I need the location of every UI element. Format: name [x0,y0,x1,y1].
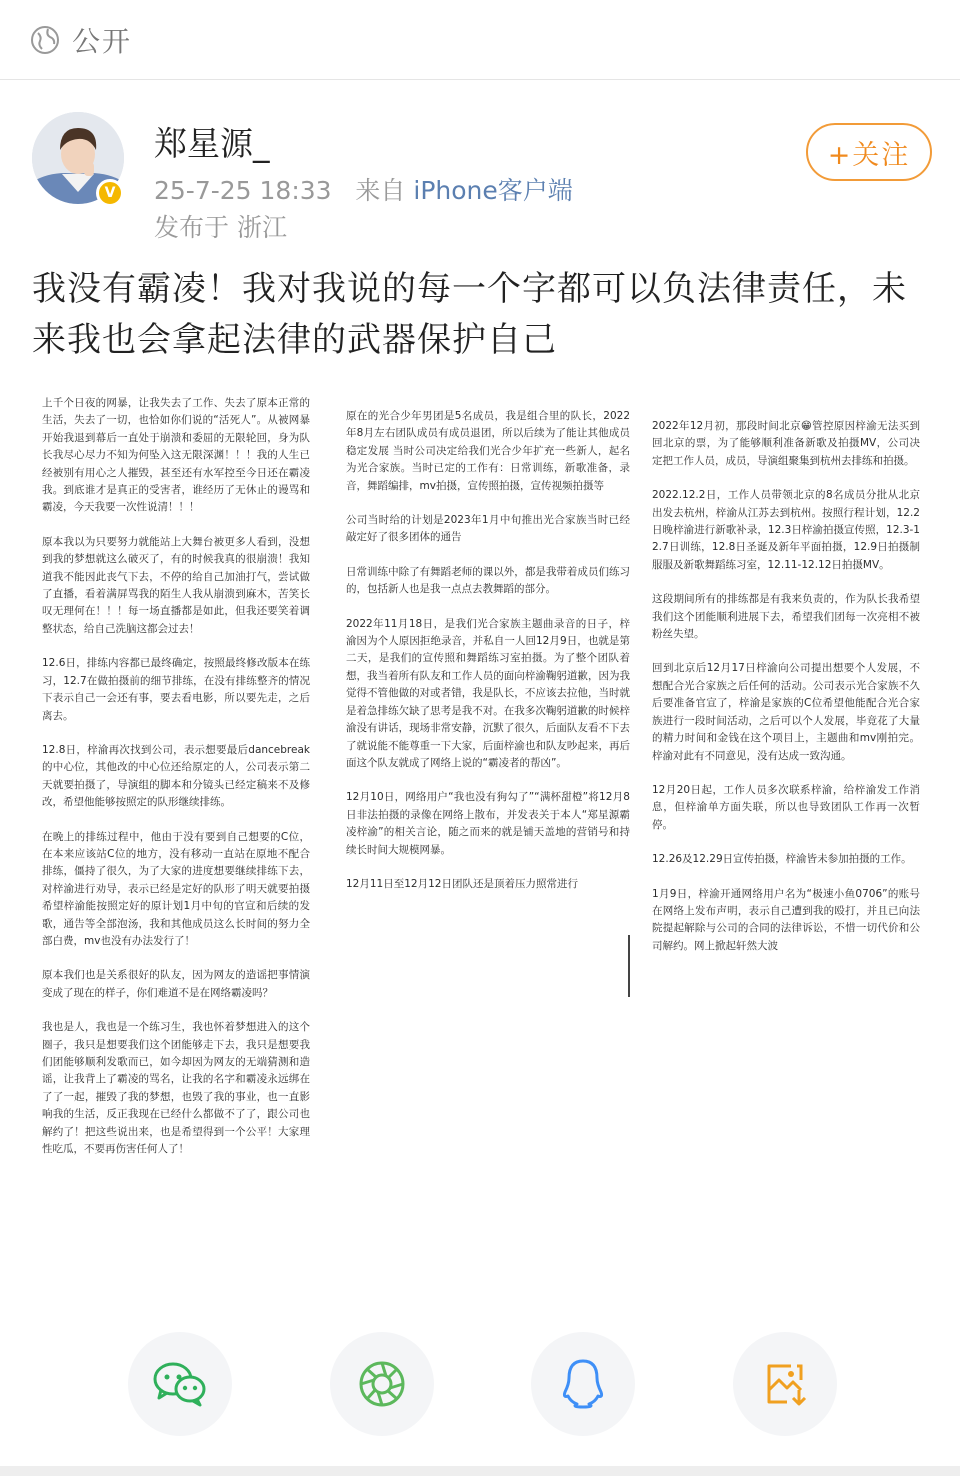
statement-paragraph: 1月9日，梓渝开通网络用户名为“极速小鱼0706”的账号在网络上发布声明，表示自己遭到我的殴打，并且已向法院提起解除与公司的合同的法律诉讼，不惜一切代价和公司解约。网上掀起轩然大波 [652,887,920,952]
post-location: 发布于 浙江 [154,213,287,242]
visibility-bar [0,0,960,80]
source-prefix: 来自 [355,176,406,205]
statement-paragraph: 公司当时给的计划是2023年1月中旬推出光合家族当时已经敲定好了很多团体的通告 [346,514,630,544]
share-qq-button[interactable] [531,1332,635,1436]
statement-paragraph: 2022年12月初，那段时间北京😁管控原因梓渝无法买到回北京的票，为了能够顺利准备新歌及拍摄MV，公司决定把工作人员，成员，导演组聚集到杭州去排练和拍摄。 [652,420,920,467]
post-text: 我没有霸凌！我对我说的每一个字都可以负法律责任，未来我也会拿起法律的武器保护自己 [32,269,907,360]
post-timestamp: 25-7-25 18:33 [154,176,332,205]
qq-icon [561,1358,605,1410]
statement-paragraph: 原在的光合少年男团是5名成员，我是组合里的队长，2022年8月左右团队成员有成员退团，所以后续为了能让其他成员稳定发展 当时公司决定给我们光合少年扩充一些新人，起名为光合家族。当时已定的工作有：日常训练，新歌准备，录音，舞蹈编排，mv拍摄，宣传照拍摄，宣传视频拍摄等 [346,410,630,492]
statement-paragraph: 12.8日，梓渝再次找到公司，表示想要最后dancebreak的中心位，其他改的中心位还给原定的人，公司表示第二天就要拍摄了，导演组的脚本和分镜头已经定稿来不及修改，希望他能够按照定的队形继续排练。 [42,743,310,809]
statement-paragraph: 回到北京后12月17日梓渝向公司提出想要个人发展，不想配合光合家族之后任何的活动。公司表示光合家族不久后要准备官宣了，梓渝是家族的C位希望他能配合光合家族进行一段时间活动，之后可以个人发展，毕竟花了大量的精力时间和金钱在这个项目上，主题曲和mv刚拍完。梓渝对此有不同意见，没有达成一致沟通。 [652,662,920,762]
share-moments-button[interactable] [330,1332,434,1436]
save-image-icon [761,1360,809,1408]
statement-paragraph: 原本我们也是关系很好的队友，因为网友的造谣把事情演变成了现在的样子，你们难道不是在网络霸凌吗？ [42,969,310,999]
globe-icon [30,25,60,55]
post-meta [154,171,573,207]
statement-paragraph: 12.26及12.29日宣传拍摄，梓渝皆未参加拍摄的工作。 [652,853,912,866]
wechat-icon [152,1359,208,1409]
statement-paragraph: 2022年11月18日，是我们光合家族主题曲录音的日子，梓渝因为个人原因拒绝录音，并私自一人回12月9日，也就是第二天，是我们的宣传照和舞蹈练习室拍摄。为了整个团队着想，我当着所有队友和工作人员的面向梓渝鞠躬道歉，因为我觉得不管他做的对或者错，我是队长，不应该去拉他，当时就是着急排练欠缺了思考是我不对。在我多次鞠躬道歉的时候梓渝没有讲话，现场非常安静，沉默了很久，后面队友看不下去了就说能不能尊重一下大家，后面梓渝也和队友吵起来，再后面这个队友就成了网络上说的“霸凌者的帮凶”。 [346,617,630,769]
statement-paragraph: 日常训练中除了有舞蹈老师的课以外，都是我带着成员们练习的，包括新人也是我一点点去教舞蹈的部分。 [346,565,630,596]
bottom-separator [0,1466,960,1476]
statement-paragraph: 12月20日起，工作人员多次联系梓渝，给梓渝发工作消息，但梓渝单方面失联，所以也导致团队工作再一次暂停。 [652,783,920,831]
statement-paragraph: 这段期间所有的排练都是有我来负责的，作为队长我希望我们这个团能顺利进展下去，希望我们团每一次亮相不被粉丝失望。 [652,593,920,641]
statement-image-3[interactable] [652,418,920,1000]
visibility-label: 公开 [72,24,133,58]
statement-paragraph: 原本我以为只要努力就能站上大舞台被更多人看到，没想到我的梦想就这么破灭了，有的时候我真的很崩溃！我知道我不能因此丧气下去，不停的给自己加油打气，尝试做了直播，看着满屏骂我的陌生人我从崩溃到麻木，苦笑长叹无理何在！！！每一场直播都是如此，但我还要笑着调整状态，给自己洗脑这都会过去！ [42,535,310,635]
statement-paragraph: 在晚上的排练过程中，他由于没有要到自己想要的C位，在本来应该站C位的地方，没有移动一直站在原地不配合排练，僵持了很久，为了大家的进度想要继续排练下去，对梓渝进行劝导，表示已经是定好的队形了明天就要拍摄希望梓渝能按照定好的原计划1月中旬的官宣和后续的发歌，通告等全部泡汤，我和其他成员这么长时间的努力全部白费，mv也没有办法发行了！ [42,830,310,947]
moments-icon [357,1359,407,1409]
client-link[interactable]: iPhone客户端 [413,176,573,205]
statement-image-2[interactable] [346,408,630,998]
save-image-button[interactable] [733,1332,837,1436]
statement-paragraph: 12月10日，网络用户“我也没有狗勾了”“满杯甜橙”将12月8日非法拍摄的录像在网络上散布，并发表关于本人“郑星源霸凌梓渝”的相关言论，随之而来的就是铺天盖地的营销号和持续长时间大规模网暴。 [346,791,630,856]
statement-image-1[interactable] [42,395,310,1310]
statement-paragraph: 上千个日夜的网暴，让我失去了工作、失去了原本正常的生活，失去了一切，也恰如你们说的“活死人”。从被网暴开始我退到幕后一直处于崩溃和委屈的无限轮回，身为队长我尽心尽力不知为何坠入这无限深渊！！！我的人生已经被别有用心之人摧毁，甚至还有水军控至今日还在霸凌我。到底谁才是真正的受害者，谁经历了无休止的谩骂和霸凌，今天我要一次性说清！！！ [42,397,310,514]
author-name[interactable]: 郑星源_ [154,124,270,163]
statement-paragraph: 12.6日，排练内容都已最终确定，按照最终修改版本在练习，12.7在做拍摄前的细节排练，在没有排练整齐的情况下表示自己一会还有事，要去看电影，所以要先走，之后离去。 [42,657,310,722]
statement-paragraph: 12月11日至12月12日团队还是顶着压力照常进行 [346,877,578,890]
follow-button[interactable]: +关注 [806,123,932,181]
image-divider [628,935,630,997]
share-wechat-button[interactable] [128,1332,232,1436]
statement-paragraph: 2022.12.2日，工作人员带领北京的8名成员分批从北京出发去杭州，梓渝从江苏去到杭州。按照行程计划，12.2日晚梓渝进行新歌补录，12.3日梓渝拍摄宣传照，12.3-12.7日训练，12.8日圣诞及新年平面拍摄，12.9日拍摄制服服及新歌舞蹈练习室，12.11-12.12日拍摄MV。 [652,489,920,571]
statement-paragraph: 我也是人，我也是一个练习生，我也怀着梦想进入的这个圈子，我只是想要我们这个团能够走下去，我只是想要我们团能够顺利发歌而已，如今却因为网友的无端猜测和造谣，让我背上了霸凌的骂名，让我的名字和霸凌永远绑在了了一起，摧毁了我的梦想，也毁了我的事业，也一直影响我的生活，反正我现在已经什么都做不了了，跟公司也解约了！把这些说出来，也是希望得到一个公平！大家理性吃瓜，不要再伤害任何人了！ [42,1021,310,1156]
verified-badge: V [96,179,124,207]
